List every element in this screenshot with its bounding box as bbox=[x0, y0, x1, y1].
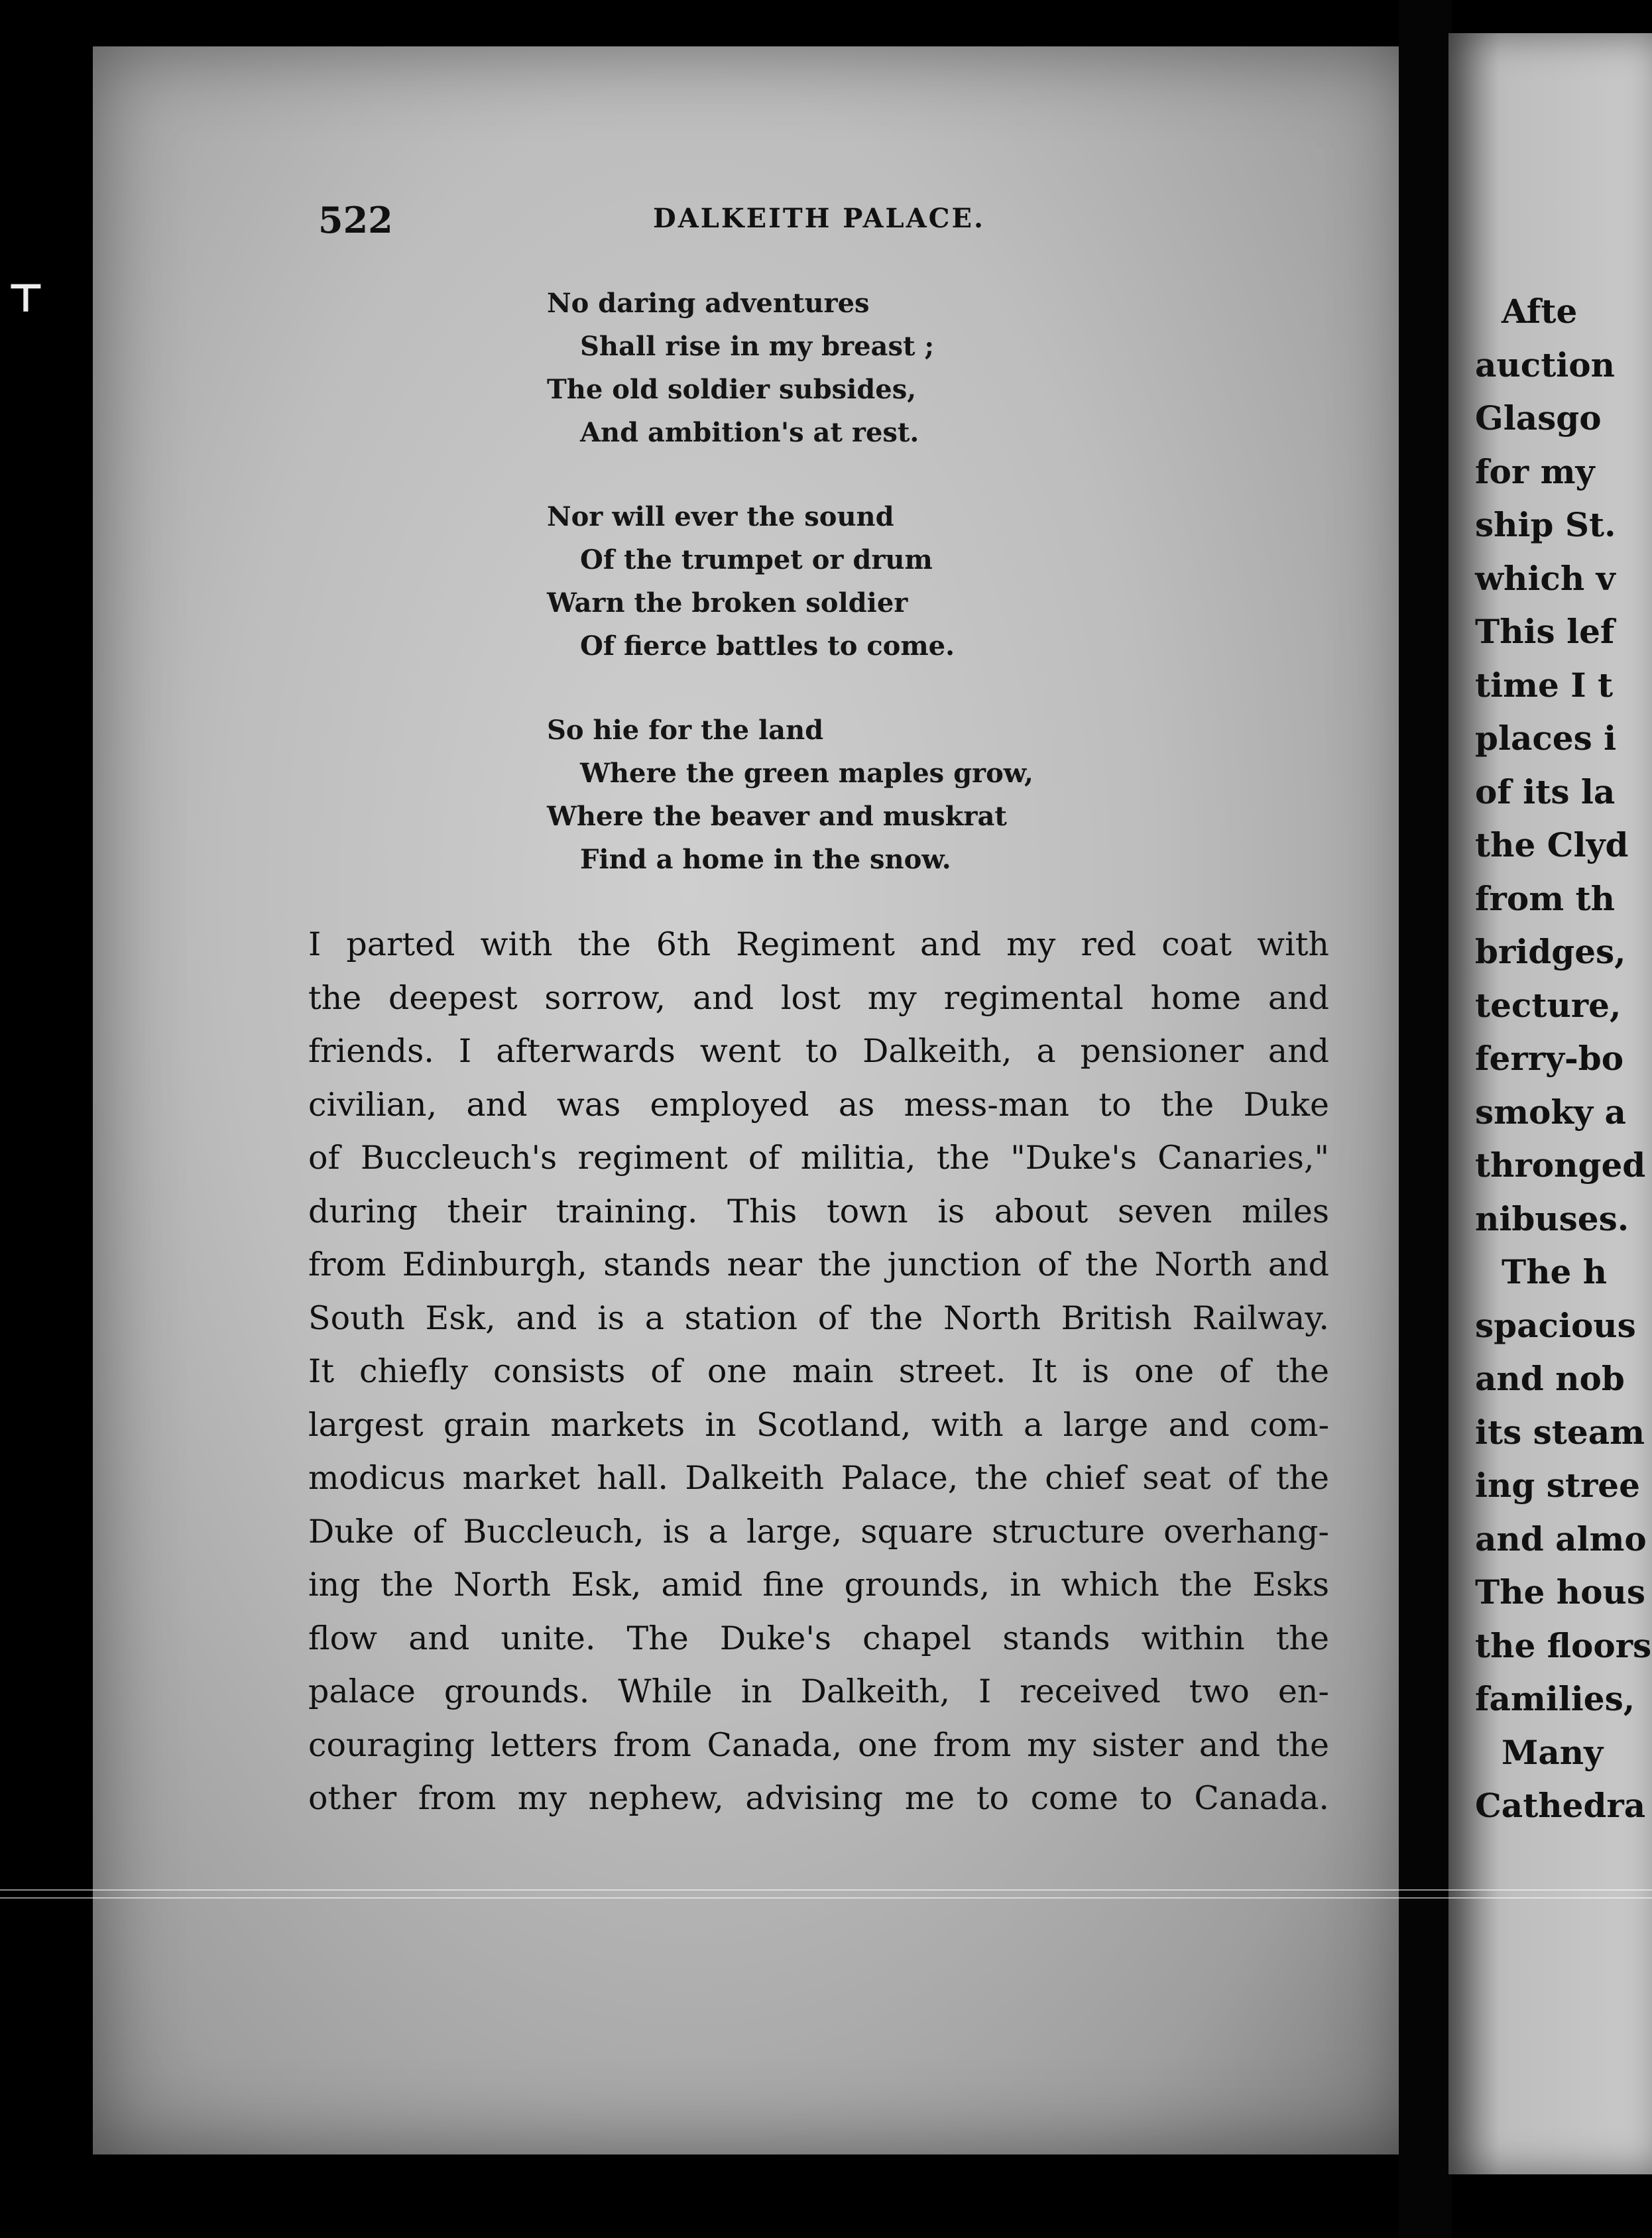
paragraph-line: other from my nephew, advising me to come to Canada. bbox=[308, 1779, 1329, 1817]
right-page-line: nibuses. bbox=[1475, 1199, 1629, 1238]
right-page-line: The h bbox=[1502, 1252, 1608, 1291]
right-page-line: Many bbox=[1502, 1732, 1604, 1772]
right-page-line: spacious bbox=[1475, 1305, 1636, 1345]
right-page-line: the Clyd bbox=[1475, 825, 1629, 864]
poem-line: Of fierce battles to come. bbox=[580, 630, 955, 662]
poem-line: Warn the broken soldier bbox=[547, 587, 908, 618]
right-page-line: families, bbox=[1475, 1679, 1635, 1718]
right-page-line: Afte bbox=[1502, 292, 1578, 331]
paragraph-line: couraging letters from Canada, one from my sister and the bbox=[308, 1726, 1329, 1764]
poem-stanza bbox=[547, 495, 1144, 668]
right-page-line: its steam bbox=[1475, 1412, 1645, 1452]
poem-line: Find a home in the snow. bbox=[580, 844, 951, 875]
paragraph-line: from Edinburgh, stands near the junction of the North and bbox=[308, 1246, 1329, 1283]
paragraph-line: I parted with the 6th Regiment and my red coat with bbox=[308, 925, 1329, 963]
paragraph-line: flow and unite. The Duke's chapel stands within the bbox=[308, 1619, 1329, 1657]
poem bbox=[547, 282, 1144, 922]
page-number: 522 bbox=[318, 199, 393, 241]
paragraph-line: during their training. This town is about seven miles bbox=[308, 1192, 1329, 1230]
paragraph-line: of Buccleuch's regiment of militia, the "Duke's Canaries," bbox=[308, 1139, 1329, 1177]
right-page-line: for my bbox=[1475, 451, 1595, 491]
poem-line: Shall rise in my breast ; bbox=[580, 331, 935, 362]
poem-line: And ambition's at rest. bbox=[580, 417, 919, 448]
paragraph-line: largest grain markets in Scotland, with a large and com- bbox=[308, 1405, 1329, 1444]
right-page-line: The hous bbox=[1475, 1572, 1645, 1612]
page-gutter-shadow bbox=[1399, 0, 1452, 2238]
paragraph-line: ing the North Esk, amid fine grounds, in which the Esks bbox=[308, 1566, 1329, 1604]
right-page-text bbox=[1475, 285, 1652, 1833]
right-page-line: the floors bbox=[1475, 1625, 1652, 1665]
right-page-line: and almo bbox=[1475, 1519, 1647, 1559]
poem-line: The old soldier subsides, bbox=[547, 374, 917, 405]
paragraph-line: South Esk, and is a station of the North British Railway. bbox=[308, 1299, 1329, 1337]
paragraph-line: It chiefly consists of one main street. It is one of the bbox=[308, 1352, 1329, 1390]
paragraph-line: palace grounds. While in Dalkeith, I received two en- bbox=[308, 1673, 1329, 1710]
right-page-line: time I t bbox=[1475, 665, 1614, 705]
scan-mark-icon: ⊤ bbox=[7, 275, 45, 322]
right-page-line: smoky a bbox=[1475, 1092, 1626, 1132]
right-page-line: tecture, bbox=[1475, 985, 1622, 1025]
right-page-line: ferry-bo bbox=[1475, 1039, 1624, 1078]
poem-stanza bbox=[547, 709, 1144, 881]
right-page-line: thronged bbox=[1475, 1146, 1646, 1185]
paragraph-line: modicus market hall. Dalkeith Palace, the chief seat of the bbox=[308, 1459, 1329, 1497]
right-page-line: ship St. bbox=[1475, 505, 1616, 544]
poem-line: Nor will ever the sound bbox=[547, 501, 894, 532]
poem-stanza bbox=[547, 282, 1144, 454]
right-page-line: of its la bbox=[1475, 772, 1616, 811]
paragraph-line: the deepest sorrow, and lost my regimental home and bbox=[308, 978, 1329, 1017]
body-paragraph bbox=[308, 918, 1329, 1826]
right-page-line: ing stree bbox=[1475, 1466, 1640, 1505]
poem-line: Of the trumpet or drum bbox=[580, 544, 933, 575]
right-page-line: which v bbox=[1475, 558, 1616, 598]
paragraph-line: Duke of Buccleuch, is a large, square structure overhang- bbox=[308, 1512, 1329, 1551]
poem-line: Where the beaver and muskrat bbox=[547, 801, 1007, 832]
header-title: DALKEITH PALACE. bbox=[653, 203, 985, 234]
right-page-line: and nob bbox=[1475, 1359, 1625, 1398]
paragraph-line: civilian, and was employed as mess-man to the Duke bbox=[308, 1085, 1329, 1124]
right-page-line: This lef bbox=[1475, 612, 1615, 651]
paragraph-line: friends. I afterwards went to Dalkeith, a pensioner and bbox=[308, 1032, 1329, 1070]
right-page-line: bridges, bbox=[1475, 932, 1626, 971]
scan-artifact-line bbox=[0, 1897, 1652, 1899]
running-head bbox=[318, 199, 1339, 252]
right-page-line: from th bbox=[1475, 878, 1615, 918]
right-page-line: Cathedra bbox=[1475, 1786, 1646, 1825]
right-page-line: Glasgo bbox=[1475, 398, 1602, 438]
scan-artifact-line bbox=[0, 1889, 1652, 1891]
right-page-line: places i bbox=[1475, 719, 1617, 758]
poem-line: Where the green maples grow, bbox=[580, 758, 1033, 789]
poem-line: No daring adventures bbox=[547, 288, 870, 319]
poem-line: So hie for the land bbox=[547, 715, 824, 746]
right-page-line: auction bbox=[1475, 345, 1615, 384]
